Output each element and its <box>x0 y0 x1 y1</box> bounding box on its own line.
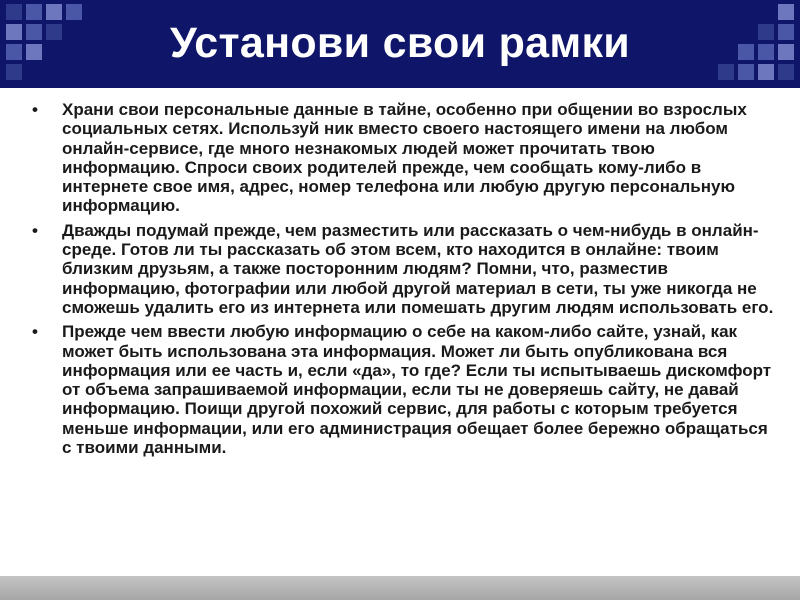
bullet-item-think-twice <box>30 221 775 317</box>
bullet-icon: • <box>32 100 38 119</box>
bullet-text: Храни свои персональные данные в тайне, особенно при общении во взрослых социальных сетях. Используй ник вместо своего настоящего имени на любом онлайн-сервисе, где много незнакомых людей может прочитать твою информацию. Спроси своих родителей прежде, чем сообщать кому-либо в интернете свое имя, адрес, номер телефона или любую другую персональную информацию. <box>62 100 747 216</box>
bullet-icon: • <box>32 322 38 342</box>
bullet-list <box>30 100 775 457</box>
slide-title: Установи свои рамки <box>169 19 631 67</box>
slide-body <box>30 100 775 462</box>
slide-footer-bar <box>0 576 800 600</box>
bullet-icon: • <box>32 220 38 240</box>
bullet-item-check-site <box>30 322 775 457</box>
bullet-text: Дважды подумай прежде, чем разместить или рассказать о чем-нибудь в онлайн-среде. Готов ли ты рассказать об этом всем, кто находится в онлайне: твоим близким друзьям, а также посторонним людям? Помни, что, разместив информацию, фотографии или любой другой материал в сети, ты уже никогда не сможешь удалить его из интернета или помешать другим людям использовать его. <box>62 220 774 317</box>
bullet-text: Прежде чем ввести любую информацию о себе на каком-либо сайте, узнай, как может быть использована эта информация. Может ли быть опубликована вся информация или ее часть и, если «да», то где? Если ты испытываешь дискомфорт от объема запрашиваемой информации, если ты не доверяешь сайту, не давай информацию. Поищи другой похожий сервис, для работы с которым требуется меньше информации, или его администрация обещает более бережно обращаться с твоими данными. <box>62 322 772 458</box>
bullet-item-personal-data <box>30 100 775 216</box>
slide-header <box>0 0 800 88</box>
